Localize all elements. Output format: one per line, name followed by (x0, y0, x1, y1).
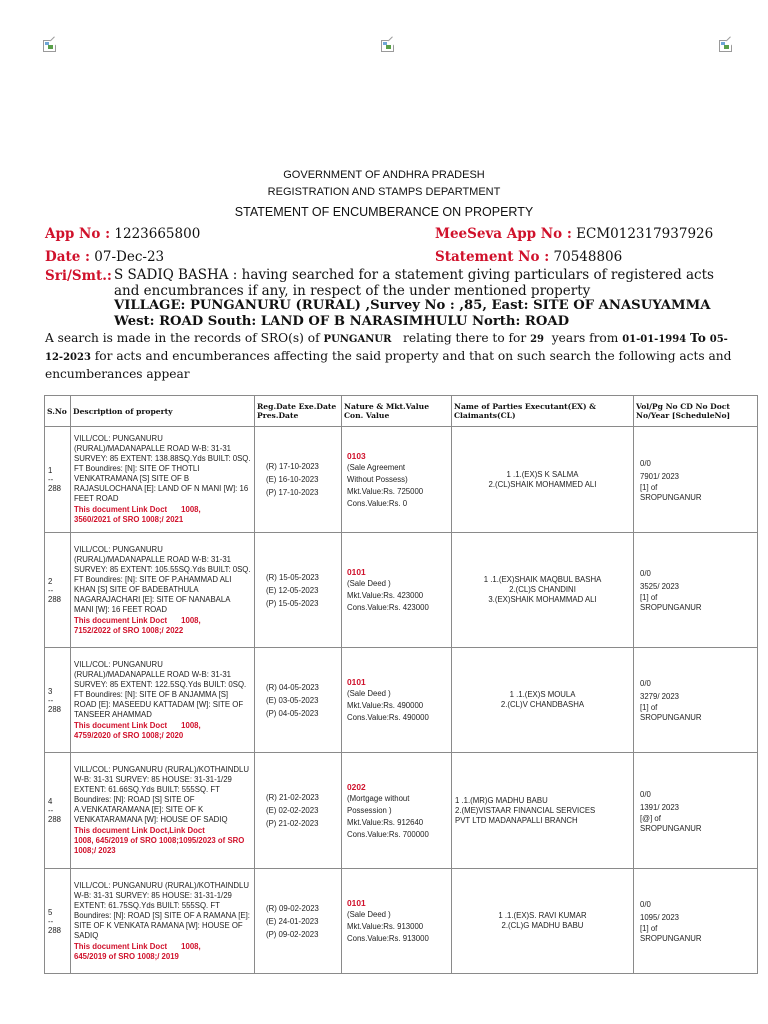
app-no (45, 226, 200, 242)
row-nature: 0101 (Sale Deed ) Mkt.Value:Rs. 913000 Cons.Value:Rs. 913000 (342, 869, 452, 974)
row-nature: 0101 (Sale Deed ) Mkt.Value:Rs. 490000 Cons.Value:Rs. 490000 (342, 648, 452, 753)
meeseva-value: ECM012317937926 (576, 226, 714, 242)
table-row (45, 427, 758, 533)
para-text-4: for acts and encumberances affecting the said property and that on such search the following acts and encumberances appear (45, 349, 732, 381)
para-text-2: relating there to for (403, 331, 527, 345)
date-value: 07-Dec-23 (94, 249, 165, 265)
search-paragraph (45, 330, 735, 383)
link-doc: This document Link Doct 1008, 4759/2020 of SRO 1008;/ 2020 (74, 720, 201, 740)
department-heading: REGISTRATION AND STAMPS DEPARTMENT (267, 186, 501, 198)
row-description: VILL/COL: PUNGANURU (RURAL)/MADANAPALLE ROAD W-B: 31-31 SURVEY: 85 EXTENT: 138.88SQ.Yds BUILT: 0SQ. FT Boundires: [N]: SITE OF THOTLI VENKATRAMANA [S] SITE OF B RAJASULOCHANA [E]: LAND OF N MANI [W]: 16 FEET ROAD This document Link Doct 1008, 3560/2021 of SRO 1008;/ 2021 (71, 427, 255, 533)
meeseva-app-no (435, 226, 713, 242)
link-doc: This document Link Doct 1008, 645/2019 of SRO 1008;/ 2019 (74, 941, 201, 961)
row-dates: (R) 21-02-2023 (E) 02-02-2023 (P) 21-02-2023 (255, 753, 342, 869)
row-parties: 1 .1.(EX)S MOULA 2.(CL)V CHANDBASHA (452, 648, 634, 753)
para-text-3: years from (551, 331, 619, 345)
row-description: VILL/COL: PUNGANURU (RURAL)/KOTHAINDLU W-B: 31-31 SURVEY: 85 HOUSE: 31-31-1/29 EXTENT: 61.75SQ.Yds BUILT: 555SQ. FT Boundires: [N]: ROAD [S] SITE OF A RAMANA [E]: SITE OF K VENKATA RAMANA [W]: HOUSE OF SADIQ This document Link Doct 1008, 645/2019 of SRO 1008;/ 2019 (71, 869, 255, 974)
col-dates: Reg.Date Exe.Date Pres.Date (255, 396, 342, 427)
years-count: 29 (530, 334, 545, 345)
from-date: 01-01-1994 (622, 334, 687, 345)
row-vol: 0/0 7901/ 2023 [1] of SROPUNGANUR (634, 427, 758, 533)
row-vol: 0/0 3525/ 2023 [1] of SROPUNGANUR (634, 533, 758, 648)
statement-date (45, 249, 164, 265)
app-no-label: App No : (45, 226, 111, 242)
row-dates: (R) 04-05-2023 (E) 03-05-2023 (P) 04-05-2023 (255, 648, 342, 753)
government-heading: GOVERNMENT OF ANDHRA PRADESH (283, 169, 485, 181)
statement-no (435, 249, 622, 265)
row-sno: 3 -- 288 (45, 648, 71, 753)
statement-no-value: 70548806 (553, 249, 623, 265)
row-nature: 0103 (Sale Agreement Without Possess) Mkt.Value:Rs. 725000 Cons.Value:Rs. 0 (342, 427, 452, 533)
row-parties: 1 .1.(MR)G MADHU BABU 2.(ME)VISTAAR FINANCIAL SERVICES PVT LTD MADANAPALLI BRANCH (452, 753, 634, 869)
table-header-row (45, 396, 758, 427)
row-dates: (R) 09-02-2023 (E) 24-01-2023 (P) 09-02-2023 (255, 869, 342, 974)
col-description: Description of property (71, 396, 255, 427)
col-sno: S.No (45, 396, 71, 427)
link-doc: This document Link Doct,Link Doct 1008, 645/2019 of SRO 1008;1095/2023 of SRO 1008;/ 2023 (74, 826, 245, 855)
col-parties: Name of Parties Executant(EX) & Claimants(CL) (452, 396, 634, 427)
row-vol: 0/0 1391/ 2023 [@] of SROPUNGANUR (634, 753, 758, 869)
table-row (45, 753, 758, 869)
property-details: VILLAGE: PUNGANURU (RURAL) ,Survey No : ,85, East: SITE OF ANASUYAMMA West: ROAD South: LAND OF B NARASIMHULU North: ROAD (114, 298, 711, 329)
row-sno: 1 -- 288 (45, 427, 71, 533)
broken-image-icon (719, 38, 733, 52)
col-vol: Vol/Pg No CD No Doct No/Year [ScheduleNo] (634, 396, 758, 427)
row-sno: 4 -- 288 (45, 753, 71, 869)
row-description: VILL/COL: PUNGANURU (RURAL)/MADANAPALLE ROAD W-B: 31-31 SURVEY: 85 EXTENT: 105.55SQ.Yds BUILT: 0SQ. FT Boundires: [N]: SITE OF P.AHAMMAD ALI KHAN [S] SITE OF BADEBATHULA NAGARAJACHARI [E]: SITE OF NANABALA MANI [W]: 16 FEET ROAD This document Link Doct 1008, 7152/2022 of SRO 1008;/ 2022 (71, 533, 255, 648)
app-no-value: 1223665800 (114, 226, 201, 242)
table-row (45, 533, 758, 648)
row-vol: 0/0 1095/ 2023 [1] of SROPUNGANUR (634, 869, 758, 974)
table-row (45, 869, 758, 974)
row-sno: 2 -- 288 (45, 533, 71, 648)
row-dates: (R) 17-10-2023 (E) 16-10-2023 (P) 17-10-2023 (255, 427, 342, 533)
broken-image-icon (43, 38, 57, 52)
meeseva-label: MeeSeva App No : (435, 226, 572, 242)
row-sno: 5 -- 288 (45, 869, 71, 974)
row-parties: 1 .1.(EX)S K SALMA 2.(CL)SHAIK MOHAMMED ALI (452, 427, 634, 533)
row-description: VILL/COL: PUNGANURU (RURAL)/KOTHAINDLU W-B: 31-31 SURVEY: 85 HOUSE: 31-31-1/29 EXTENT: 61.66SQ.Yds BUILT: 555SQ. FT Boundires: [N]: ROAD [S] SITE OF A.VENKATARAMANA [E]: SITE OF K VENKATARAMANA [W]: HOUSE OF SADIQ This document Link Doct,Link Doct 1008, 645/2019 of SRO 1008;1095/2023 of SRO 1008;/ 2023 (71, 753, 255, 869)
link-doc: This document Link Doct 1008, 3560/2021 of SRO 1008;/ 2021 (74, 505, 201, 524)
link-doc: This document Link Doct 1008, 7152/2022 of SRO 1008;/ 2022 (74, 615, 201, 635)
row-parties: 1 .1.(EX)S. RAVI KUMAR 2.(CL)G MADHU BABU (452, 869, 634, 974)
applicant-label (45, 268, 112, 284)
col-nature: Nature & Mkt.Value Con. Value (342, 396, 452, 427)
srismt-label: Sri/Smt.: (45, 268, 112, 284)
row-dates: (R) 15-05-2023 (E) 12-05-2023 (P) 15-05-2023 (255, 533, 342, 648)
to-date: 05-12-2023 (45, 334, 728, 363)
row-nature: 0202 (Mortgage without Possession ) Mkt.Value:Rs. 912640 Cons.Value:Rs. 700000 (342, 753, 452, 869)
encumbrance-table (44, 395, 758, 974)
row-nature: 0101 (Sale Deed ) Mkt.Value:Rs. 423000 Cons.Value:Rs. 423000 (342, 533, 452, 648)
search-statement: S SADIQ BASHA : having searched for a statement giving particulars of registered acts and encumbrances if any, in respect of the under mentioned property (114, 267, 714, 299)
statement-no-label: Statement No : (435, 249, 550, 265)
date-label: Date : (45, 249, 90, 265)
row-vol: 0/0 3279/ 2023 [1] of SROPUNGANUR (634, 648, 758, 753)
to-label: To (690, 331, 706, 345)
row-description: VILL/COL: PUNGANURU (RURAL)/MADANAPALLE ROAD W-B: 31-31 SURVEY: 85 EXTENT: 122.5SQ.Yds BUILT: 0SQ. FT Boundires: [N]: SITE OF B ANJAMMA [S] ROAD [E]: MASEEDU KATTADAM [W]: SITE OF TANSEER AHAMMAD This document Link Doct 1008, 4759/2020 of SRO 1008;/ 2020 (71, 648, 255, 753)
row-parties: 1 .1.(EX)SHAIK MAQBUL BASHA 2.(CL)S CHANDINI 3.(EX)SHAIK MOHAMMAD ALI (452, 533, 634, 648)
sro-name: PUNGANUR (323, 334, 392, 345)
statement-title: STATEMENT OF ENCUMBERANCE ON PROPERTY (234, 205, 534, 219)
para-text-1: A search is made in the records of SRO(s) of (45, 331, 320, 345)
broken-image-icon (381, 38, 395, 52)
table-row (45, 648, 758, 753)
